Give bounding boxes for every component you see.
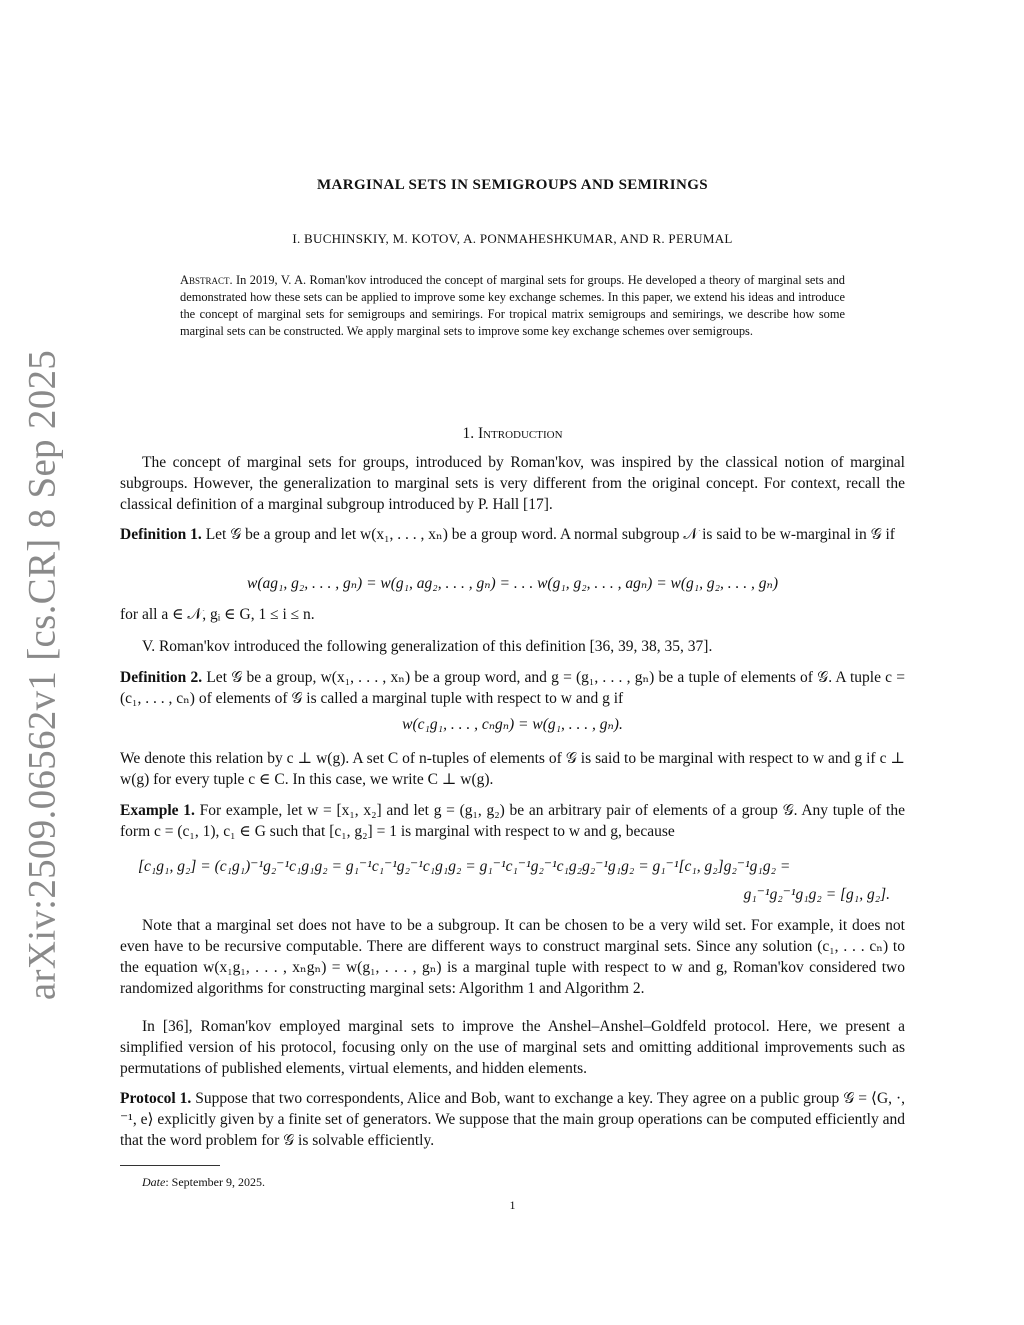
example-1-text: For example, let w = [x₁, x₂] and let g = (g₁, g₂) be an arbitrary pair of elements of a group 𝒢. Any tuple of the form c = (c₁, 1), c₁ ∈ G such that [c₁, g₂] = 1 is marginal with respect to w and g, because (120, 802, 905, 840)
protocol-1 (120, 1088, 905, 1151)
footnote-text: : September 9, 2025. (165, 1175, 265, 1189)
definition-2-equation: w(c₁g₁, . . . , cₙgₙ) = w(g₁, . . . , gₙ). (402, 716, 623, 733)
definition-2-after: We denote this relation by c ⊥ w(g). A set C of n-tuples of elements of 𝒢 is said to be marginal with respect to w and g if c ⊥ w(g) for every tuple c ∈ C. In this case, we write C ⊥ w(g). (120, 750, 905, 788)
definition-2-label: Definition 2. (120, 669, 203, 686)
definition-2-text: Let 𝒢 be a group, w(x₁, . . . , xₙ) be a group word, and g = (g₁, . . . , gₙ) be a tuple of elements of 𝒢. A tuple c = (c₁, . . . , cₙ) of elements of 𝒢 is called a marginal tuple with respect to w and g if (120, 669, 905, 707)
section-heading (120, 423, 905, 444)
abstract-text: In 2019, V. A. Roman'kov introduced the concept of marginal sets for groups. He developed a theory of marginal sets and demonstrated how these sets can be applied to improve some key exchange schemes. In this paper, we extend his ideas and introduce the concept of marginal sets for semigroups and semirings. For tropical matrix semigroups and semirings, we describe how some marginal sets can be constructed. We apply marginal sets to improve some key exchange schemes over semigroups. (180, 273, 845, 338)
definition-1 (120, 524, 905, 545)
section-number: 1. (462, 425, 475, 442)
protocol-1-label: Protocol 1. (120, 1090, 192, 1107)
definition-1-equation: w(ag₁, g₂, . . . , gₙ) = w(g₁, ag₂, . . . , gₙ) = . . . w(g₁, g₂, . . . , agₙ) = w(g₁, g₂, . . . , gₙ) (246, 575, 778, 592)
footnote-label: Date (142, 1175, 166, 1189)
arxiv-watermark (12, 349, 72, 1001)
abstract-label: Abstract. (180, 273, 233, 287)
paper-title: MARGINAL SETS IN SEMIGROUPS AND SEMIRINGS (316, 177, 709, 193)
footnote (142, 1172, 265, 1193)
intro-paragraph-2: V. Roman'kov introduced the following generalization of this definition [36, 39, 38, 35, 37]. (142, 638, 713, 655)
arxiv-id: arXiv:2509.06562v1 [cs.CR] 8 Sep 2025 (20, 349, 64, 1001)
example-1 (120, 800, 905, 842)
page-number: 1 (509, 1198, 516, 1212)
intro-paragraph-1: The concept of marginal sets for groups, introduced by Roman'kov, was inspired by the classical notion of marginal subgroups. However, the generalization to marginal sets is very different from the original concept. For context, recall the classical definition of a marginal subgroup introduced by P. Hall [17]. (120, 454, 905, 513)
paper-authors: I. BUCHINSKIY, M. KOTOV, A. PONMAHESHKUMAR, AND R. PERUMAL (292, 231, 733, 246)
example-1-equation-line-1: [c₁g₁, g₂] = (c₁g₁)⁻¹g₂⁻¹c₁g₁g₂ = g₁⁻¹c₁⁻¹g₂⁻¹c₁g₁g₂ = g₁⁻¹c₁⁻¹g₂⁻¹c₁g₂g₂⁻¹g₁g₂ = g₁⁻¹[c₁, g₂]g₂⁻¹g₁g₂ = (138, 858, 791, 875)
example-1-label: Example 1. (120, 802, 195, 819)
example-1-equation-line-2: g₁⁻¹g₂⁻¹g₁g₂ = [g₁, g₂]. (743, 886, 890, 903)
intro-paragraph-4: In [36], Roman'kov employed marginal sets to improve the Anshel–Anshel–Goldfeld protocol. Here, we present a simplified version of his protocol, focusing only on the use of marginal sets and omitting additional improvements such as permutations of published elements, virtual elements, and hidden elements. (120, 1018, 905, 1077)
definition-1-after: for all a ∈ 𝒩, gᵢ ∈ G, 1 ≤ i ≤ n. (120, 606, 315, 623)
abstract (180, 272, 845, 340)
definition-1-text: Let 𝒢 be a group and let w(x₁, . . . , xₙ) be a group word. A normal subgroup 𝒩 is said to be w-marginal in 𝒢 if (205, 526, 895, 543)
protocol-1-text: Suppose that two correspondents, Alice and Bob, want to exchange a key. They agree on a public group 𝒢 = ⟨G, ·, ⁻¹, e⟩ explicitly given by a finite set of generators. We suppose that the main group operations can be computed efficiently and that the word problem for 𝒢 is solvable efficiently. (120, 1090, 906, 1149)
intro-paragraph-3: Note that a marginal set does not have to be a subgroup. It can be chosen to be a very wild set. For example, it does not even have to be recursive computable. There are different ways to construct marginal sets. Since any solution (c₁, . . . cₙ) to the equation w(x₁g₁, . . . , xₙgₙ) = w(g₁, . . . , gₙ) is a marginal tuple with respect to w and g, Roman'kov considered two randomized algorithms for constructing marginal sets: Algorithm 1 and Algorithm 2. (120, 917, 905, 997)
footnote-rule (120, 1165, 220, 1166)
definition-1-label: Definition 1. (120, 526, 202, 543)
definition-2 (120, 667, 905, 709)
section-title: Introduction (477, 425, 563, 442)
